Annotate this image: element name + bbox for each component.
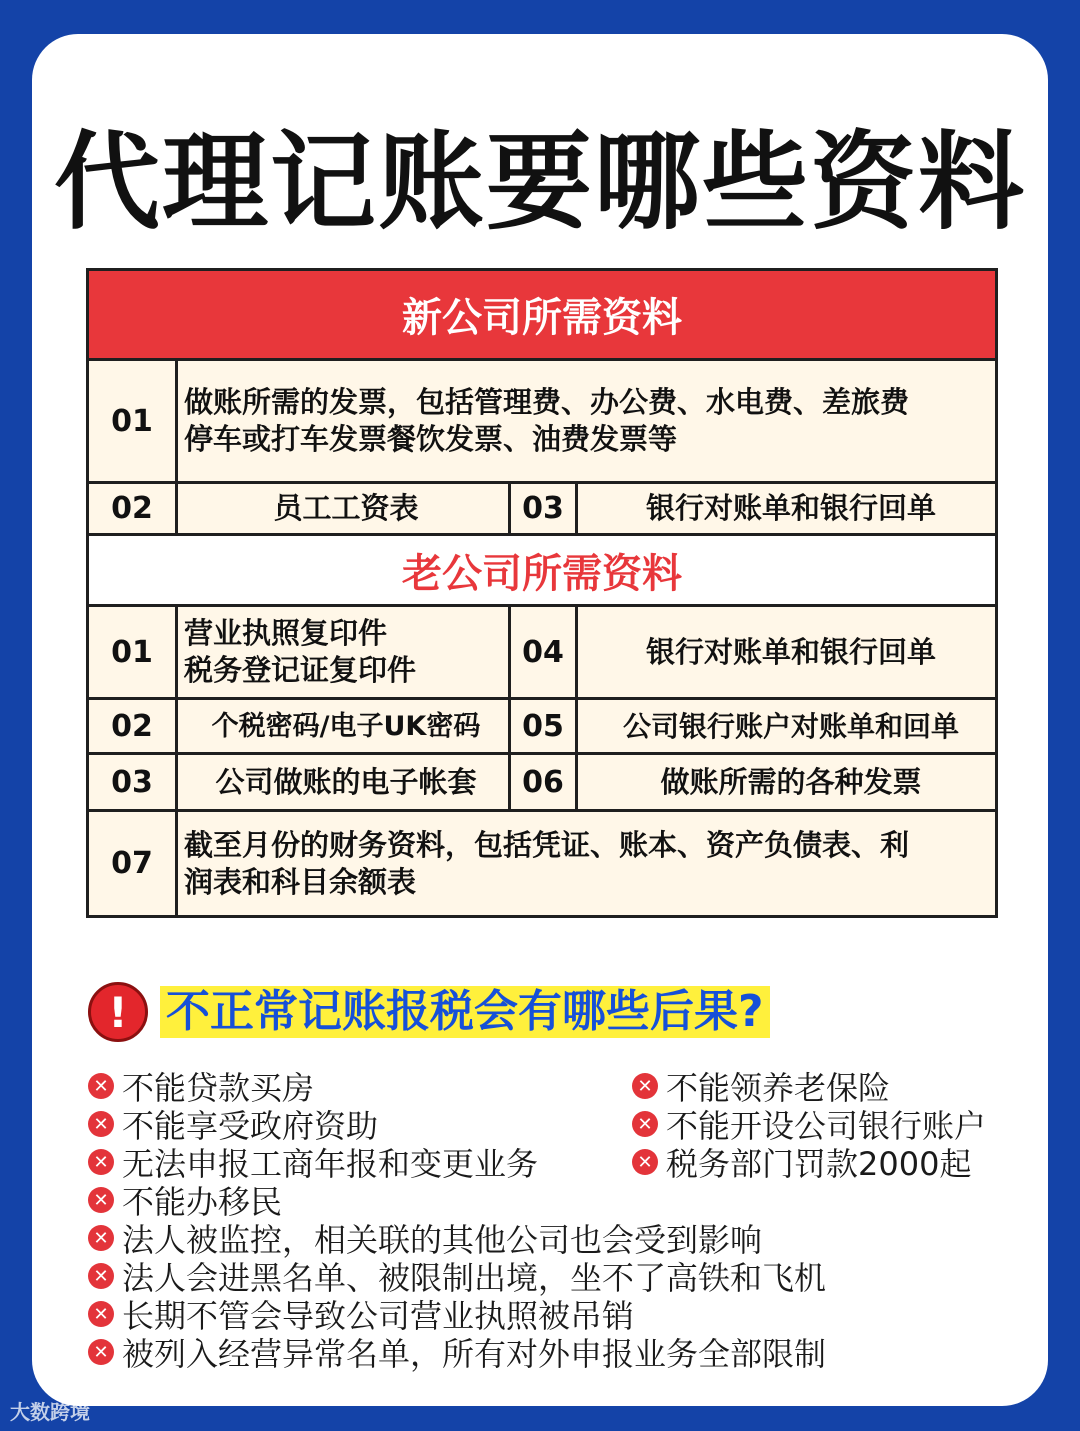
table-cell: 银行对账单和银行回单: [645, 634, 936, 669]
consequence-item: [88, 1333, 826, 1371]
consequence-text: 不能享受政府资助: [122, 1107, 379, 1145]
x-circle-icon: ✕: [88, 1225, 114, 1251]
consequence-text: 法人会进黑名单、被限制出境，坐不了高铁和飞机: [122, 1259, 827, 1297]
old-company-header: 老公司所需资料: [89, 536, 995, 604]
cell-text-line: 营业执照复印件: [184, 616, 388, 650]
x-circle-icon: ✕: [88, 1263, 114, 1289]
exclamation-icon: !: [88, 982, 148, 1042]
row-number: 02: [111, 491, 153, 526]
row-number: 01: [111, 403, 153, 439]
table-cell: 做账所需的各种发票: [660, 764, 922, 799]
row-number: 05: [522, 708, 564, 744]
row-number: 03: [111, 764, 153, 800]
consequence-item: [88, 1067, 314, 1105]
new-company-header: 新公司所需资料: [89, 271, 995, 358]
consequence-item: [632, 1105, 986, 1143]
row-number: 01: [111, 634, 153, 670]
page-title: 代理记账要哪些资料: [54, 121, 1026, 244]
consequence-item: [88, 1257, 826, 1295]
warning-heading: [88, 982, 808, 1046]
consequence-text: 不能贷款买房: [122, 1069, 315, 1107]
consequence-text: 不能开设公司银行账户: [666, 1107, 987, 1145]
cell-text-line: 税务登记证复印件: [184, 653, 417, 687]
cell-text-line: 做账所需的发票，包括管理费、办公费、水电费、差旅费: [184, 385, 910, 419]
consequence-item: [88, 1181, 282, 1219]
consequence-text: 不能领养老保险: [666, 1069, 891, 1107]
x-circle-icon: ✕: [88, 1111, 114, 1137]
table-cell: 公司做账的电子帐套: [215, 764, 477, 799]
consequence-text: 被列入经营异常名单，所有对外申报业务全部限制: [122, 1335, 827, 1373]
table-cell: 员工工资表: [273, 491, 419, 525]
row-number: 02: [111, 708, 153, 744]
x-circle-icon: ✕: [88, 1149, 114, 1175]
warning-title: 不正常记账报税会有哪些后果?: [160, 986, 770, 1038]
consequence-text: 法人被监控，相关联的其他公司也会受到影响: [122, 1221, 763, 1259]
x-circle-icon: ✕: [632, 1111, 658, 1137]
x-circle-icon: ✕: [88, 1339, 114, 1365]
consequence-item: [632, 1067, 890, 1105]
consequence-item: [88, 1219, 762, 1257]
table-cell: [178, 361, 998, 481]
consequence-item: [88, 1295, 634, 1333]
table-cell: [178, 812, 998, 915]
cell-text-line: 停车或打车发票餐饮发票、油费发票等: [184, 422, 678, 456]
consequence-text: 不能办移民: [122, 1183, 283, 1221]
consequence-text: 长期不管会导致公司营业执照被吊销: [122, 1297, 635, 1335]
consequence-item: [88, 1143, 538, 1181]
table-cell: 公司银行账户对账单和回单: [622, 709, 959, 743]
row-number: 04: [522, 634, 564, 670]
row-number: 06: [522, 764, 564, 800]
consequence-text: 税务部门罚款2000起: [666, 1145, 972, 1183]
consequence-item: [632, 1143, 971, 1181]
row-number: 07: [111, 846, 153, 881]
row-number: 03: [522, 491, 564, 526]
x-circle-icon: ✕: [632, 1073, 658, 1099]
x-circle-icon: ✕: [88, 1073, 114, 1099]
table-cell: 个税密码/电子UK密码: [211, 710, 481, 742]
cell-text-line: 截至月份的财务资料，包括凭证、账本、资产负债表、利: [184, 827, 910, 862]
x-circle-icon: ✕: [88, 1301, 114, 1327]
consequence-item: [88, 1105, 378, 1143]
documents-table: [86, 268, 998, 918]
x-circle-icon: ✕: [88, 1187, 114, 1213]
consequence-text: 无法申报工商年报和变更业务: [122, 1145, 539, 1183]
watermark: 大数跨境: [10, 1400, 90, 1424]
table-cell: 银行对账单和银行回单: [645, 491, 936, 525]
x-circle-icon: ✕: [632, 1149, 658, 1175]
cell-text-line: 润表和科目余额表: [184, 864, 417, 899]
table-cell: [178, 607, 508, 697]
